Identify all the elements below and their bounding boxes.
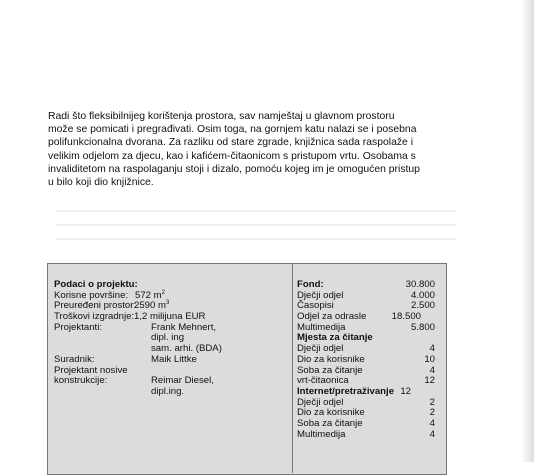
associate-name: Maik Littke: [151, 353, 197, 365]
structure-title: dipl.ing.: [151, 385, 185, 397]
volume-label: Preuređeni prostor:: [54, 300, 137, 312]
holding-value: 4.000: [410, 289, 435, 301]
area-label: Korisne površine:: [54, 289, 129, 301]
paragraph-line: polifunkcionalna dvorana. Za razliku od stare zgrade, knjižnica sada raspolaže i: [48, 137, 414, 149]
holdings-column: [297, 280, 435, 440]
seat-value: 12: [424, 375, 435, 387]
project-details-column: [54, 280, 286, 398]
holding-value: 18.500: [391, 311, 421, 323]
fond-value: 30.800: [405, 279, 435, 290]
holding-value: 2.500: [410, 300, 435, 312]
project-heading: Podaci o projektu:: [54, 279, 138, 290]
holding-label: Odjel za odrasle: [297, 311, 367, 323]
designer-title: dipl. ing: [151, 332, 185, 344]
internet-item-value: 2: [429, 407, 435, 419]
designers-label: Projektanti:: [54, 321, 102, 333]
seat-label: Dio za korisnike: [297, 353, 365, 365]
seat-value: 4: [429, 364, 435, 376]
holding-label: Časopisi: [297, 300, 334, 312]
internet-item-value: 4: [429, 428, 435, 440]
holding-label: Dječji odjel: [297, 289, 344, 301]
structure-label: Projektant nosive: [54, 364, 128, 376]
seat-value: 10: [424, 353, 435, 365]
paragraph-line: velikim odjelom za djecu, kao i kafićem-čitaonicom s pristupom vrtu. Osobama s: [48, 150, 416, 162]
designer-name: Frank Mehnert,: [151, 321, 217, 333]
paragraph-line: invaliditetom na raspolaganju stoji i dizalo, pomoću kojeg im je omogućen pristup: [48, 163, 420, 175]
holding-label: Multimedija: [297, 321, 346, 333]
area-value: 572 $m^2$: [135, 289, 166, 301]
internet-label: Dječji odjel: [297, 396, 344, 408]
designer-title: sam. arhi. (BDA): [151, 343, 222, 355]
volume-value: 2590 $m^3$: [134, 300, 170, 312]
associate-label: Suradnik:: [54, 353, 95, 365]
seat-label: Soba za čitanje: [297, 364, 363, 376]
holding-value: 5.800: [410, 321, 435, 333]
internet-heading: Internet/pretraživanje: [297, 385, 395, 397]
structure-label: konstrukcije:: [54, 375, 108, 387]
page-edge-shadow: [520, 0, 534, 462]
seat-label: vrt-čitaonica: [297, 375, 349, 387]
paragraph-line: može se pomicati i pregrađivati. Osim toga, na gornjem katu nalazi se i posebna: [48, 124, 417, 136]
paragraph-line: u bilo koji dio knjižnice.: [48, 177, 154, 189]
structure-name: Reimar Diesel,: [151, 375, 214, 387]
paragraph-line: Radi što fleksibilnijeg korištenja prostora, sav namještaj u glavnom prostoru: [48, 111, 395, 122]
internet-label: Multimedija: [297, 428, 346, 440]
internet-item-value: 2: [429, 396, 435, 408]
internet-value: 12: [400, 385, 411, 397]
show-through-text: [56, 210, 456, 252]
seat-label: Dječji odjel: [297, 343, 344, 355]
seats-heading: Mjesta za čitanje: [297, 332, 373, 344]
cost-label: Troškovi izgradnje:: [54, 311, 135, 323]
body-paragraph: [48, 110, 498, 189]
internet-label: Soba za čitanje: [297, 417, 363, 429]
internet-item-value: 4: [429, 417, 435, 429]
cost-value: 1,2 milijuna EUR: [134, 311, 206, 323]
fond-label: Fond:: [297, 279, 324, 290]
column-divider: [292, 263, 293, 473]
seat-value: 4: [429, 343, 435, 355]
internet-label: Dio za korisnike: [297, 407, 365, 419]
